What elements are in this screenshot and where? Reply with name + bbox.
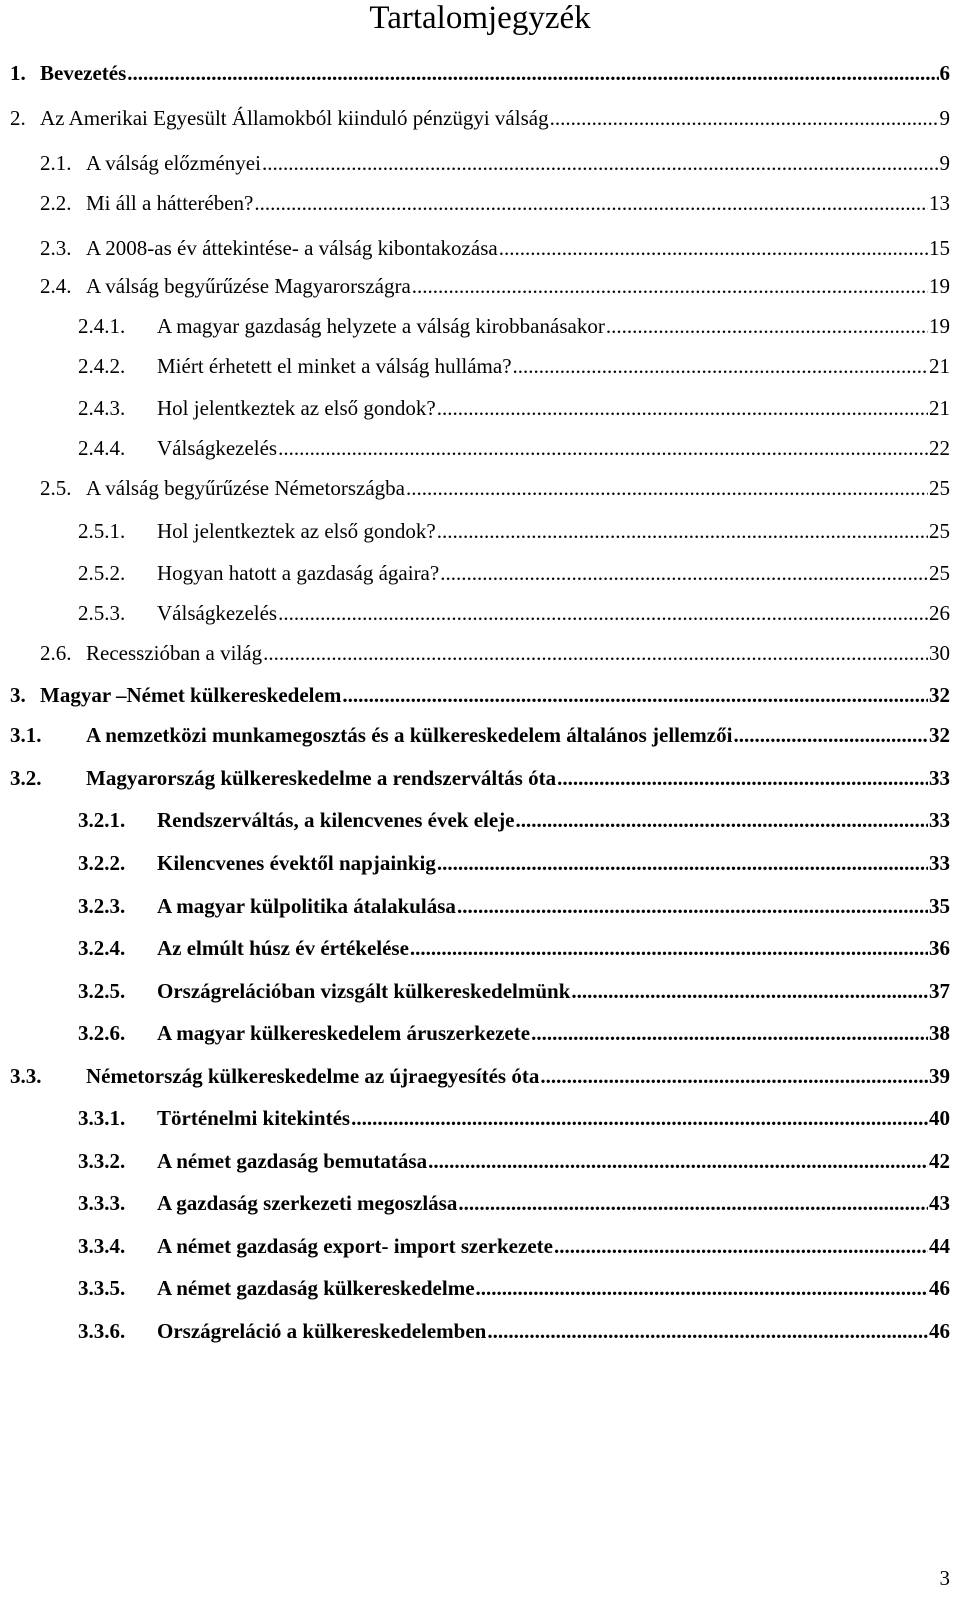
- toc-entry[interactable]: [0, 103, 950, 133]
- toc-entry-page: 33: [929, 808, 950, 832]
- toc-entry[interactable]: [0, 805, 950, 835]
- toc-entry-title: Hogyan hatott a gazdaság ágaira?: [157, 561, 440, 585]
- toc-entry-number: 2.4.: [40, 274, 72, 298]
- page-title: Tartalomjegyzék: [369, 0, 591, 36]
- toc-entry-number: 2.4.4.: [78, 436, 126, 460]
- toc-entry[interactable]: [0, 558, 950, 588]
- toc-entry-title: Rendszerváltás, a kilencvenes évek eleje: [157, 808, 515, 832]
- toc-entry-page: 37: [929, 979, 950, 1003]
- toc-entry-page: 46: [929, 1319, 950, 1343]
- toc-leader-dots: [540, 1061, 928, 1091]
- toc-leader-dots: [457, 891, 928, 921]
- toc-entry-page: 46: [929, 1276, 950, 1300]
- toc-entry-page: 39: [929, 1064, 950, 1088]
- toc-entry[interactable]: [0, 720, 950, 750]
- toc-entry-number: 3.3.5.: [78, 1276, 126, 1300]
- toc-leader-dots: [437, 848, 928, 878]
- toc-entry-number: 3.3.6.: [78, 1319, 126, 1343]
- toc-entry-number: 3.3.2.: [78, 1149, 126, 1173]
- toc-entry[interactable]: [0, 638, 950, 668]
- toc-leader-dots: [263, 638, 928, 668]
- toc-entry-title: Magyar –Német külkereskedelem: [40, 683, 342, 707]
- toc-entry-number: 3.3.: [10, 1064, 42, 1088]
- toc-entry-page: 21: [929, 354, 950, 378]
- toc-entry-page: 26: [929, 601, 950, 625]
- toc-entry-title: Németország külkereskedelme az újraegyesítés óta: [86, 1064, 540, 1088]
- toc-entry[interactable]: [0, 1273, 950, 1303]
- toc-leader-dots: [351, 1103, 928, 1133]
- toc-leader-dots: [531, 1018, 928, 1048]
- toc-entry-title: Az elmúlt húsz év értékelése: [157, 936, 409, 960]
- toc-leader-dots: [278, 433, 928, 463]
- toc-entry-page: 42: [929, 1149, 950, 1173]
- toc-leader-dots: [254, 188, 928, 218]
- toc-entry-number: 3.2.: [10, 766, 42, 790]
- toc-leader-dots: [476, 1273, 928, 1303]
- toc-entry[interactable]: [0, 351, 950, 381]
- toc-entry-number: 3.2.5.: [78, 979, 126, 1003]
- toc-leader-dots: [262, 148, 939, 178]
- toc-entry[interactable]: [0, 1018, 950, 1048]
- toc-entry-page: 33: [929, 851, 950, 875]
- toc-leader-dots: [440, 558, 928, 588]
- toc-entry-title: Országreláció a külkereskedelemben: [157, 1319, 487, 1343]
- toc-entry-number: 3.2.6.: [78, 1021, 126, 1045]
- toc-entry-number: 2.: [10, 106, 26, 130]
- toc-entry-page: 25: [929, 561, 950, 585]
- toc-entry[interactable]: [0, 1188, 950, 1218]
- toc-entry[interactable]: [0, 1146, 950, 1176]
- toc-entry-number: 1.: [10, 61, 26, 85]
- toc-entry-page: 6: [939, 61, 950, 85]
- toc-entry-number: 3.3.1.: [78, 1106, 126, 1130]
- toc-entry-number: 2.5.3.: [78, 601, 126, 625]
- toc-entry[interactable]: [0, 393, 950, 423]
- toc-entry-number: 3.2.3.: [78, 894, 126, 918]
- toc-entry-number: 2.2.: [40, 191, 72, 215]
- toc-entry-number: 2.3.: [40, 236, 72, 260]
- toc-entry-page: 40: [929, 1106, 950, 1130]
- toc-entry-title: A magyar külpolitika átalakulása: [157, 894, 456, 918]
- toc-leader-dots: [516, 805, 928, 835]
- toc-entry-page: 38: [929, 1021, 950, 1045]
- toc-entry-number: 2.6.: [40, 641, 72, 665]
- toc-entry[interactable]: [0, 1061, 950, 1091]
- toc-entry[interactable]: [0, 680, 950, 710]
- toc-entry[interactable]: [0, 148, 950, 178]
- toc-entry-page: 9: [939, 106, 950, 130]
- toc-entry-number: 2.4.3.: [78, 396, 126, 420]
- toc-leader-dots: [127, 58, 938, 88]
- toc-entry-number: 2.5.2.: [78, 561, 126, 585]
- toc-leader-dots: [412, 271, 928, 301]
- toc-leader-dots: [554, 1231, 928, 1261]
- page-number: 3: [939, 1566, 950, 1590]
- toc-entry-page: 35: [929, 894, 950, 918]
- toc-entry-title: Miért érhetett el minket a válság hulláma?: [157, 354, 512, 378]
- toc-entry-title: A 2008-as év áttekintése- a válság kibontakozása: [86, 236, 498, 260]
- toc-leader-dots: [437, 516, 928, 546]
- toc-entry-title: Országrelációban vizsgált külkereskedelmünk: [157, 979, 571, 1003]
- toc-entry-page: 15: [929, 236, 950, 260]
- toc-entry[interactable]: [0, 933, 950, 963]
- toc-leader-dots: [342, 680, 928, 710]
- toc-entry[interactable]: [0, 233, 950, 263]
- toc-entry-title: A magyar gazdaság helyzete a válság kirobbanásakor: [157, 314, 605, 338]
- toc-entry-page: 25: [929, 476, 950, 500]
- toc-entry-page: 21: [929, 396, 950, 420]
- toc-entry-page: 19: [929, 314, 950, 338]
- toc-entry-title: A válság előzményei: [86, 151, 261, 175]
- toc-entry[interactable]: [0, 848, 950, 878]
- toc-entry-title: Válságkezelés: [157, 601, 278, 625]
- toc-leader-dots: [428, 1146, 928, 1176]
- toc-entry-page: 44: [929, 1234, 950, 1258]
- toc-entry-title: Bevezetés: [40, 61, 127, 85]
- toc-entry-title: A magyar külkereskedelem áruszerkezete: [157, 1021, 531, 1045]
- toc-entry-page: 25: [929, 519, 950, 543]
- toc-leader-dots: [733, 720, 928, 750]
- toc-entry[interactable]: [0, 598, 950, 628]
- toc-entry-title: Az Amerikai Egyesült Államokból kiinduló pénzügyi válság: [40, 106, 549, 130]
- toc-entry[interactable]: [0, 271, 950, 301]
- toc-entry-title: Recesszióban a világ: [86, 641, 263, 665]
- toc-entry-title: Magyarország külkereskedelme a rendszerváltás óta: [86, 766, 557, 790]
- toc-entry-title: Kilencvenes évektől napjainkig: [157, 851, 436, 875]
- toc-entry-number: 3.2.1.: [78, 808, 126, 832]
- toc-leader-dots: [571, 976, 928, 1006]
- toc-leader-dots: [410, 933, 928, 963]
- toc-leader-dots: [406, 473, 928, 503]
- toc-entry-number: 2.5.1.: [78, 519, 126, 543]
- toc-entry-page: 43: [929, 1191, 950, 1215]
- toc-entry-page: 33: [929, 766, 950, 790]
- toc-entry-title: A válság begyűrűzése Magyarországra: [86, 274, 411, 298]
- toc-entry-title: A német gazdaság külkereskedelme: [157, 1276, 475, 1300]
- toc-entry-title: Válságkezelés: [157, 436, 278, 460]
- toc-entry[interactable]: [0, 311, 950, 341]
- toc-entry[interactable]: [0, 763, 950, 793]
- toc-entry[interactable]: [0, 1103, 950, 1133]
- toc-entry[interactable]: [0, 58, 950, 88]
- toc-entry[interactable]: [0, 1231, 950, 1261]
- toc-entry-title: Történelmi kitekintés: [157, 1106, 351, 1130]
- toc-entry-page: 22: [929, 436, 950, 460]
- toc-entry-number: 3.3.3.: [78, 1191, 126, 1215]
- toc-entry-page: 9: [939, 151, 950, 175]
- toc-leader-dots: [499, 233, 928, 263]
- toc-entry-title: A gazdaság szerkezeti megoszlása: [157, 1191, 458, 1215]
- toc-leader-dots: [487, 1316, 928, 1346]
- toc-entry-page: 19: [929, 274, 950, 298]
- toc-entry[interactable]: [0, 188, 950, 218]
- toc-entry-number: 3.2.4.: [78, 936, 126, 960]
- toc-entry-number: 3.3.4.: [78, 1234, 126, 1258]
- toc-entry[interactable]: [0, 433, 950, 463]
- toc-entry-title: A német gazdaság export- import szerkezete: [157, 1234, 553, 1258]
- toc-entry-title: Hol jelentkeztek az első gondok?: [157, 396, 436, 420]
- toc-entry-title: A válság begyűrűzése Németországba: [86, 476, 405, 500]
- toc-entry[interactable]: [0, 516, 950, 546]
- toc-leader-dots: [437, 393, 928, 423]
- toc-entry-number: 2.4.2.: [78, 354, 126, 378]
- toc-entry-title: A német gazdaság bemutatása: [157, 1149, 428, 1173]
- toc-entry-number: 3.1.: [10, 723, 42, 747]
- toc-entry[interactable]: [0, 1316, 950, 1346]
- toc-entry-number: 3.: [10, 683, 26, 707]
- toc-entry-title: Hol jelentkeztek az első gondok?: [157, 519, 436, 543]
- toc-entry-title: Mi áll a hátterében?: [86, 191, 254, 215]
- toc-leader-dots: [557, 763, 928, 793]
- toc-entry-page: 36: [929, 936, 950, 960]
- toc-entry-number: 3.2.2.: [78, 851, 126, 875]
- toc-entry-title: A nemzetközi munkamegosztás és a külkereskedelem általános jellemzői: [86, 723, 733, 747]
- toc-entry[interactable]: [0, 891, 950, 921]
- toc-entry-page: 30: [929, 641, 950, 665]
- toc-entry-number: 2.5.: [40, 476, 72, 500]
- toc-leader-dots: [606, 311, 928, 341]
- toc-entry-page: 32: [929, 683, 950, 707]
- toc-leader-dots: [550, 103, 939, 133]
- toc-leader-dots: [458, 1188, 928, 1218]
- toc-leader-dots: [278, 598, 928, 628]
- toc-entry[interactable]: [0, 473, 950, 503]
- toc-leader-dots: [513, 351, 928, 381]
- toc-entry-page: 13: [929, 191, 950, 215]
- toc-entry-number: 2.4.1.: [78, 314, 126, 338]
- toc-entry-page: 32: [929, 723, 950, 747]
- toc-entry[interactable]: [0, 976, 950, 1006]
- toc-entry-number: 2.1.: [40, 151, 72, 175]
